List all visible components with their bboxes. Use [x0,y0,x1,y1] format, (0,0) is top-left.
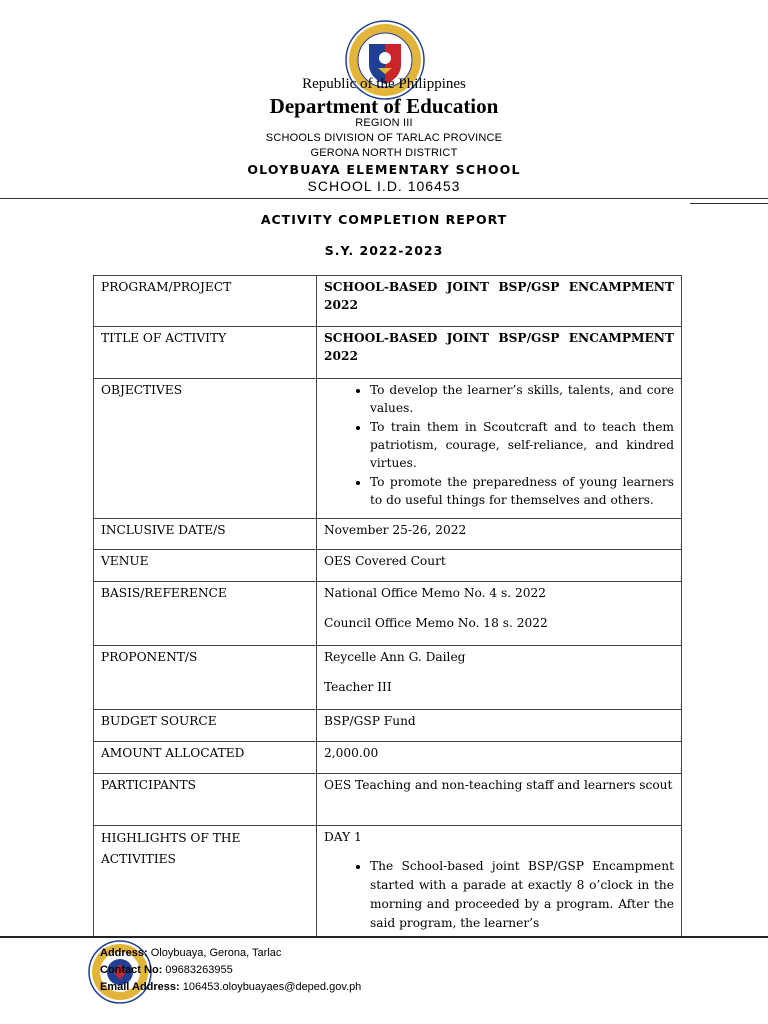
proponent-name: Reycelle Ann G. Daileg [324,650,466,664]
row-label [94,826,317,938]
contact-label: Contact No: [100,964,163,976]
table-row [94,582,682,646]
school-year: S.Y. 2022-2023 [324,243,444,258]
footer-contact-number [100,962,361,979]
region-line: REGION III [355,117,413,129]
row-label: VENUE [94,550,317,582]
row-value: BSP/GSP Fund [317,710,682,742]
address-value: Oloybuaya, Gerona, Tarlac [150,947,282,959]
highlights-label-line-1: HIGHLIGHTS OF THE [101,831,241,845]
row-label: AMOUNT ALLOCATED [94,742,317,774]
footer-email [100,979,361,996]
row-label: OBJECTIVES [94,379,317,519]
highlights-list [324,857,674,933]
row-label: PROPONENT/S [94,646,317,710]
row-value [317,646,682,710]
school-id: SCHOOL I.D. 106453 [307,178,461,194]
header-divider [0,198,768,199]
school-name: OLOYBUAYA ELEMENTARY SCHOOL [247,162,521,177]
row-value: November 25-26, 2022 [317,519,682,550]
table-row [94,646,682,710]
proponent-position: Teacher III [324,680,392,694]
contact-value: 09683263955 [165,964,233,976]
footer-address [100,945,361,962]
email-label: Email Address: [100,981,180,993]
row-value: SCHOOL-BASED JOINT BSP/GSP ENCAMPMENT 2022 [317,276,682,327]
report-title: ACTIVITY COMPLETION REPORT [260,212,508,227]
report-table [93,275,682,937]
row-label: INCLUSIVE DATE/S [94,519,317,550]
table-row [94,519,682,550]
row-value: 2,000.00 [317,742,682,774]
footer-divider [0,936,768,938]
table-row [94,826,682,938]
row-value [317,582,682,646]
row-label: BUDGET SOURCE [94,710,317,742]
row-label: PROGRAM/PROJECT [94,276,317,327]
division-line: SCHOOLS DIVISION OF TARLAC PROVINCE [265,132,503,144]
department-name: Department of Education [269,94,499,118]
list-item: • The School-based joint BSP/GSP Encampment started with a parade at exactly 8 o’clock in the morning and proceeded by a program. After the said program, the learner’s [370,857,674,933]
row-value: OES Covered Court [317,550,682,582]
objectives-list [324,381,674,509]
table-row [94,710,682,742]
header-divider-accent [690,203,768,204]
basis-national-memo: National Office Memo No. 4 s. 2022 [324,586,547,600]
basis-council-memo: Council Office Memo No. 18 s. 2022 [324,616,548,630]
republic-line: Republic of the Philippines [302,76,466,92]
row-value [317,379,682,519]
table-row [94,550,682,582]
row-value [317,826,682,938]
table-row [94,774,682,826]
table-row [94,276,682,327]
list-item: • To train them in Scoutcraft and to teach them patriotism, courage, self-reliance, and kindred virtues. [370,418,674,472]
row-label: TITLE OF ACTIVITY [94,327,317,379]
email-value[interactable]: 106453.oloybuayaes@deped.gov.ph [182,981,362,993]
row-value: SCHOOL-BASED JOINT BSP/GSP ENCAMPMENT 2022 [317,327,682,379]
address-label: Address: [100,947,148,959]
row-value: OES Teaching and non-teaching staff and learners scout [317,774,682,826]
highlights-label-line-2: ACTIVITIES [101,852,176,866]
list-item: • To develop the learner’s skills, talents, and core values. [370,381,674,417]
row-label: PARTICIPANTS [94,774,317,826]
district-line: GERONA NORTH DISTRICT [310,147,458,159]
row-label: BASIS/REFERENCE [94,582,317,646]
footer-contact [100,945,361,996]
table-row [94,379,682,519]
table-row [94,742,682,774]
list-item: • To promote the preparedness of young learners to do useful things for themselves and others. [370,473,674,509]
table-row [94,327,682,379]
day-label: DAY 1 [324,830,362,844]
